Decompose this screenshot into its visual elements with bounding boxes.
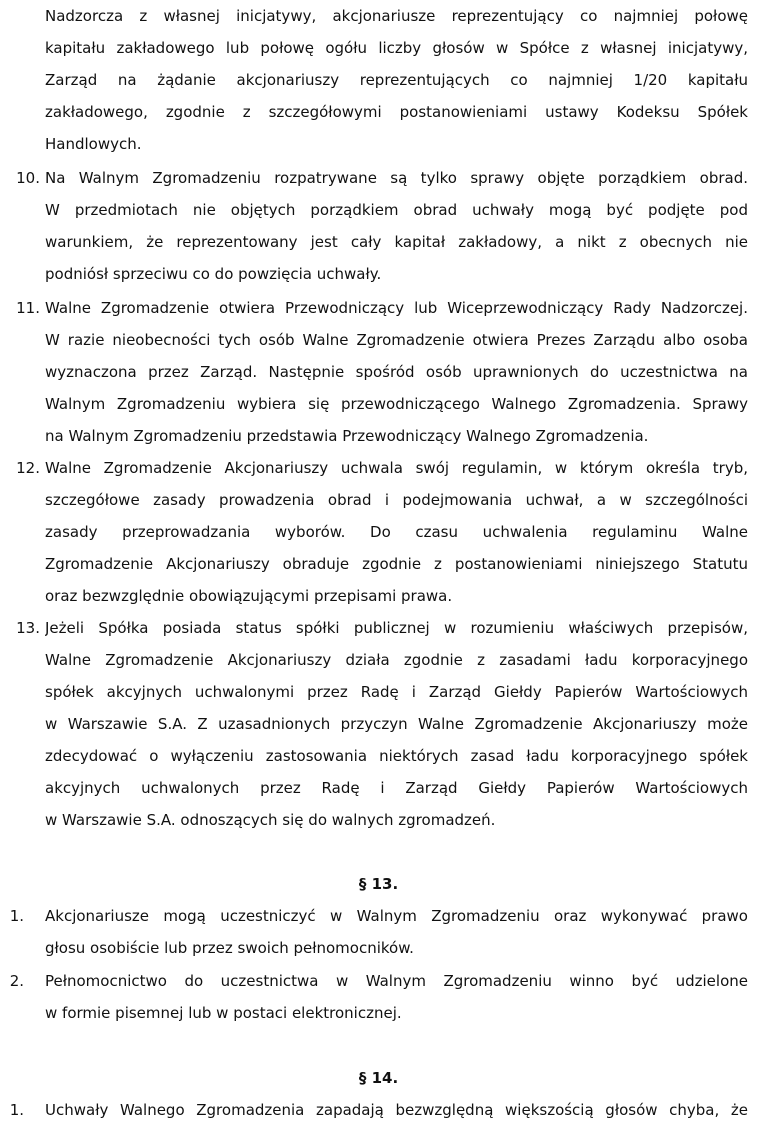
item-number: 1. — [9, 1101, 24, 1119]
item-number: 10. — [16, 169, 40, 187]
item-number: 2. — [9, 972, 24, 990]
text-line: Akcjonariusze mogą uczestniczyć w Walnym Zgromadzeniu oraz wykonywać prawo — [45, 907, 748, 925]
text-line: Zarząd na żądanie akcjonariuszy reprezentujących co najmniej 1/20 kapitału — [45, 71, 748, 89]
section-heading-14: § 14. — [358, 1069, 399, 1087]
text-line: w formie pisemnej lub w postaci elektronicznej. — [45, 1004, 402, 1022]
text-line: podniósł sprzeciwu co do powzięcia uchwały. — [45, 265, 382, 283]
text-line: szczegółowe zasady prowadzenia obrad i podejmowania uchwał, a w szczególności — [45, 491, 748, 509]
section-heading-13: § 13. — [358, 875, 399, 893]
text-line: Pełnomocnictwo do uczestnictwa w Walnym Zgromadzeniu winno być udzielone — [45, 972, 748, 990]
text-line: w Warszawie S.A. odnoszących się do walnych zgromadzeń. — [45, 811, 496, 829]
text-line: Walne Zgromadzenie Akcjonariuszy uchwala swój regulamin, w którym określa tryb, — [45, 459, 748, 477]
text-line: W razie nieobecności tych osób Walne Zgromadzenie otwiera Prezes Zarządu albo osoba — [45, 331, 748, 349]
text-line: Nadzorcza z własnej inicjatywy, akcjonariusze reprezentujący co najmniej połowę — [45, 7, 748, 25]
text-line: Na Walnym Zgromadzeniu rozpatrywane są tylko sprawy objęte porządkiem obrad. — [45, 169, 748, 187]
item-number: 11. — [16, 299, 40, 317]
text-line: zasady przeprowadzania wyborów. Do czasu uchwalenia regulaminu Walne — [45, 523, 748, 541]
text-line: Handlowych. — [45, 135, 142, 153]
text-line: spółek akcyjnych uchwalonymi przez Radę i Zarząd Giełdy Papierów Wartościowych — [45, 683, 748, 701]
text-line: Zgromadzenie Akcjonariuszy obraduje zgodnie z postanowieniami niniejszego Statutu — [45, 555, 748, 573]
text-line: Jeżeli Spółka posiada status spółki publicznej w rozumieniu właściwych przepisów, — [45, 619, 748, 637]
text-line: w Warszawie S.A. Z uzasadnionych przyczyn Walne Zgromadzenie Akcjonariuszy może — [45, 715, 748, 733]
text-line: Walne Zgromadzenie Akcjonariuszy działa zgodnie z zasadami ładu korporacyjnego — [45, 651, 748, 669]
text-line: na Walnym Zgromadzeniu przedstawia Przewodniczący Walnego Zgromadzenia. — [45, 427, 649, 445]
text-line: głosu osobiście lub przez swoich pełnomocników. — [45, 939, 414, 957]
text-line: Uchwały Walnego Zgromadzenia zapadają bezwzględną większością głosów chyba, że — [45, 1101, 748, 1119]
text-line: akcyjnych uchwalonych przez Radę i Zarząd Giełdy Papierów Wartościowych — [45, 779, 748, 797]
item-number: 13. — [16, 619, 40, 637]
text-line: zdecydować o wyłączeniu zastosowania niektórych zasad ładu korporacyjnego spółek — [45, 747, 748, 765]
item-number: 12. — [16, 459, 40, 477]
item-number: 1. — [9, 907, 24, 925]
text-line: Walnym Zgromadzeniu wybiera się przewodniczącego Walnego Zgromadzenia. Sprawy — [45, 395, 748, 413]
text-line: wyznaczona przez Zarząd. Następnie spośród osób uprawnionych do uczestnictwa na — [45, 363, 748, 381]
text-line: warunkiem, że reprezentowany jest cały kapitał zakładowy, a nikt z obecnych nie — [45, 233, 748, 251]
text-line: Walne Zgromadzenie otwiera Przewodniczący lub Wiceprzewodniczący Rady Nadzorczej. — [45, 299, 748, 317]
text-line: kapitału zakładowego lub połowę ogółu liczby głosów w Spółce z własnej inicjatywy, — [45, 39, 748, 57]
text-line: zakładowego, zgodnie z szczegółowymi postanowieniami ustawy Kodeksu Spółek — [45, 103, 748, 121]
text-line: W przedmiotach nie objętych porządkiem obrad uchwały mogą być podjęte pod — [45, 201, 748, 219]
text-line: oraz bezwzględnie obowiązującymi przepisami prawa. — [45, 587, 453, 605]
